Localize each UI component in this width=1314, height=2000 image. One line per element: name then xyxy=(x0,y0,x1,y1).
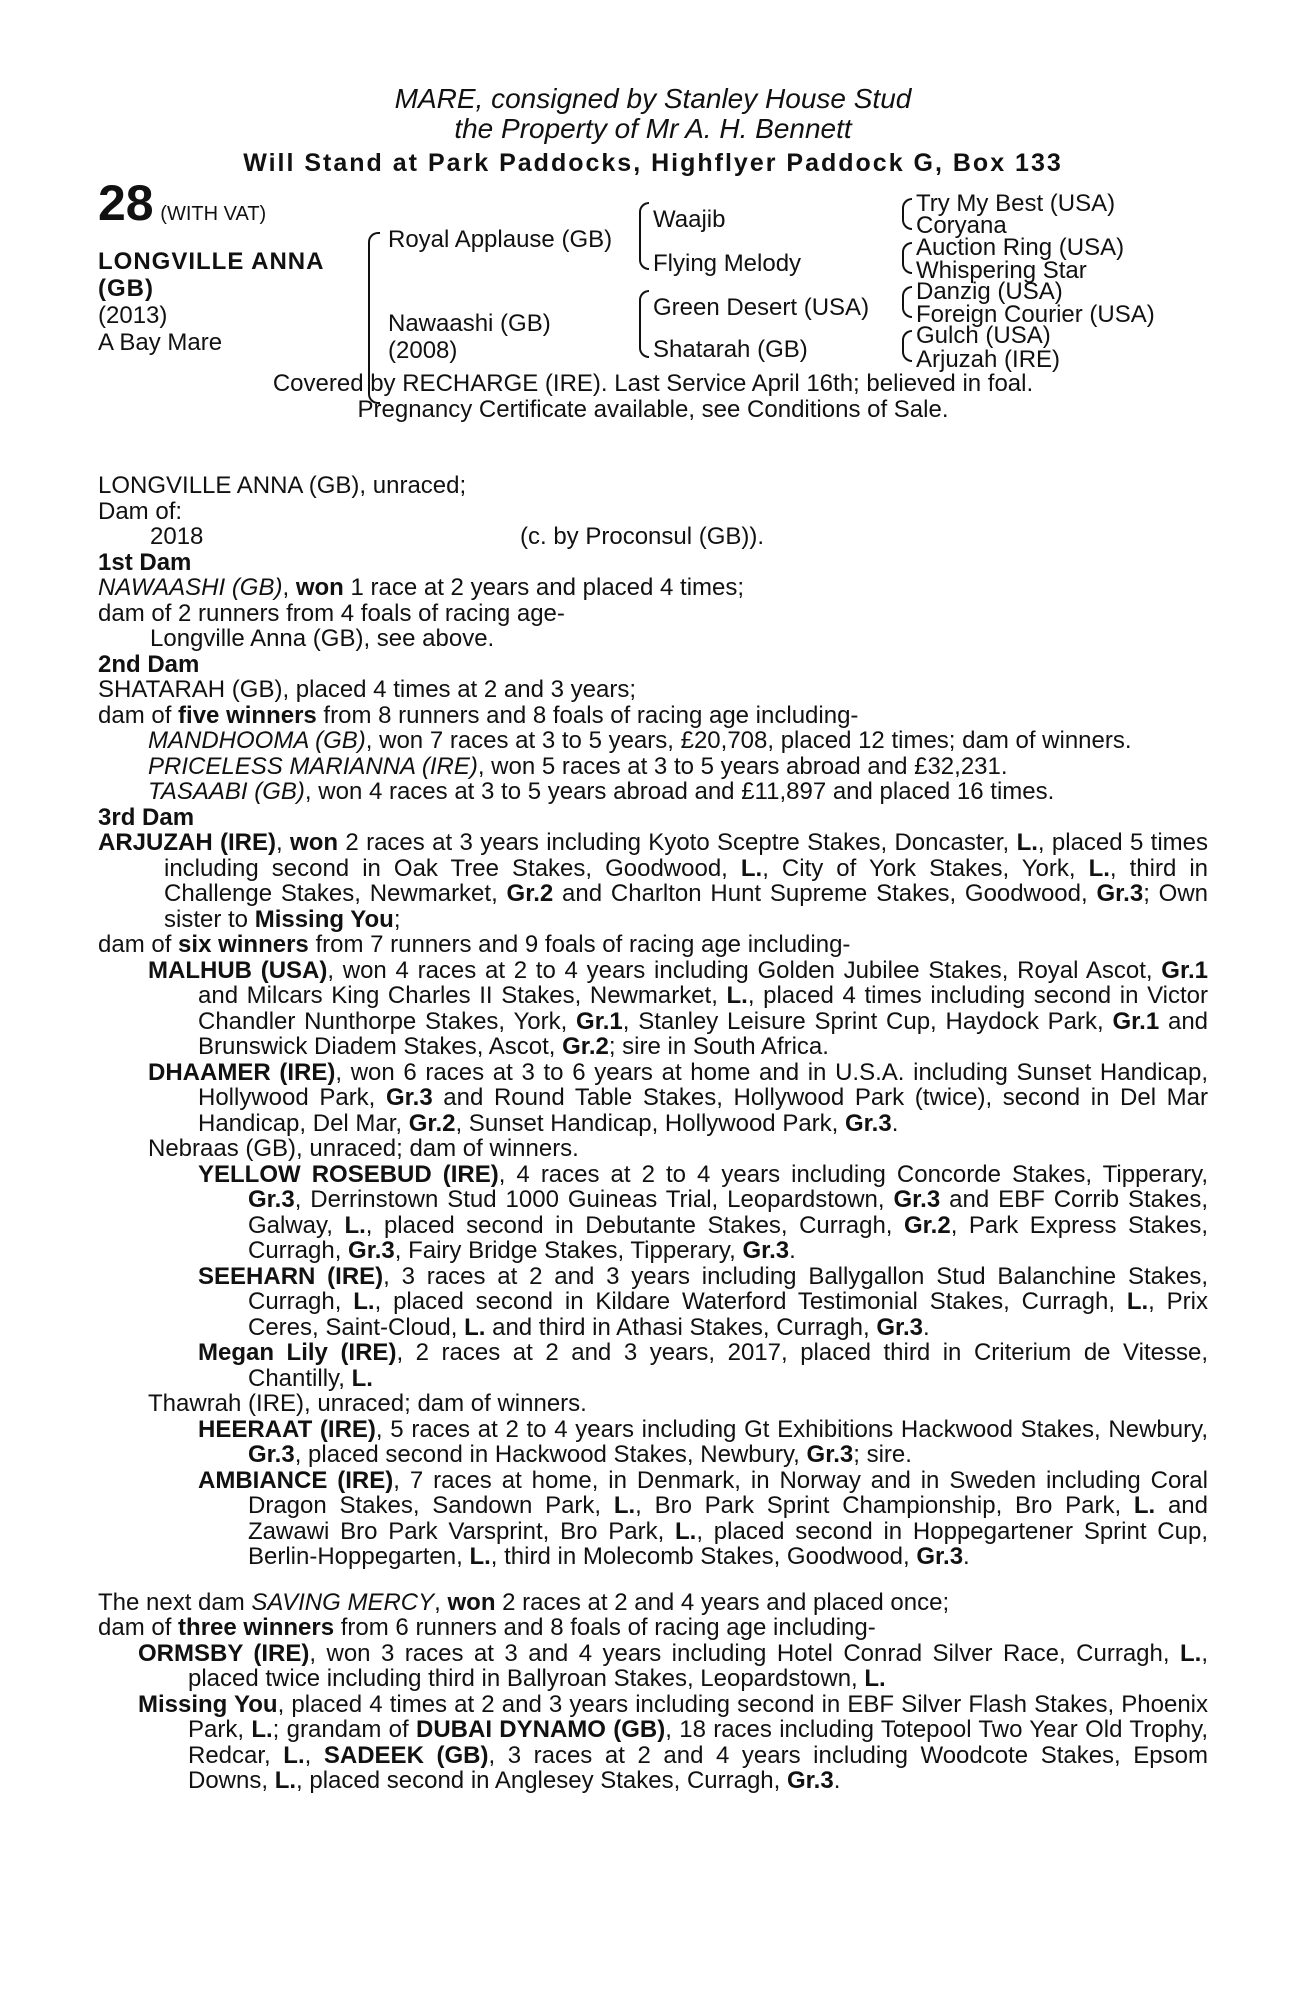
runner-thawrah: Thawrah (IRE), unraced; dam of winners. xyxy=(148,1390,587,1417)
pedigree-block xyxy=(98,175,1208,473)
next-dam-record: The next dam SAVING MERCY, won 2 races at 2 and 4 years and placed once; xyxy=(98,1588,950,1616)
covering-note xyxy=(98,371,1208,423)
horse-name: LONGVILLE ANNA xyxy=(98,248,325,275)
winners-count: five winners xyxy=(178,701,317,729)
runner-dhaamer: DHAAMER (IRE), won 6 races at 3 to 6 years at home and in U.S.A. including Sunset Handicap, Hollywood Park, Gr.3 and Round Table Stakes, Hollywood Park (twice), second in Del Mar Handicap, Del Mar, Gr.2, Sunset Handicap, Hollywood Park, Gr.3. xyxy=(148,1058,1209,1137)
first-dam-produce: dam of 2 runners from 4 foals of racing age- xyxy=(98,599,565,627)
runner-yellow-rosebud: YELLOW ROSEBUD (IRE), 4 races at 2 to 4 years including Concorde Stakes, Tipperary, Gr.3, Derrinstown Stud 1000 Guineas Trial, Leopardstown, Gr.3 and EBF Corrib Stakes, Galway, L., placed second in Debutante Stakes, Curragh, Gr.2, Park Express Stakes, Curragh, Gr.3, Fairy Bridge Stakes, Tipperary, Gr.3. xyxy=(198,1160,1209,1264)
gp-brace-3 xyxy=(902,286,912,318)
runner-malhub: MALHUB (USA), won 4 races at 2 to 4 years including Golden Jubilee Stakes, Royal Ascot, Gr.1 and Milcars King Charles II Stakes, Newmarket, L., placed 4 times including second in Victor Chandler Nunthorpe Stakes, York, Gr.1, Stanley Leisure Sprint Cup, Haydock Park, Gr.1 and Brunswick Diadem Stakes, Ascot, Gr.2; sire in South Africa. xyxy=(148,956,1209,1060)
second-dam-heading: 2nd Dam xyxy=(98,650,200,678)
sire-dam-sire: Auction Ring (USA) xyxy=(916,234,1125,261)
runner-nebraas: Nebraas (GB), unraced; dam of winners. xyxy=(148,1135,579,1162)
sire-sire-dam: Coryana xyxy=(916,212,1007,239)
lot-number-line xyxy=(98,175,267,231)
catalogue-body xyxy=(98,473,1208,1794)
runner-entry: MANDHOOMA (GB), won 7 races at 3 to 5 years, £20,708, placed 12 times; dam of winners. xyxy=(148,727,1132,754)
gp-brace-4 xyxy=(902,330,912,362)
property-line: the Property of Mr A. H. Bennett xyxy=(454,113,852,144)
gp-brace-1 xyxy=(902,198,912,230)
mare-summary: LONGVILLE ANNA (GB), unraced; xyxy=(98,472,467,499)
runner-ormsby: ORMSBY (IRE), won 3 races at 3 and 4 years including Hotel Conrad Silver Race, Curragh, L., placed twice including third in Ballyroan Stakes, Leopardstown, L. xyxy=(138,1639,1208,1692)
first-dam-record: NAWAASHI (GB), won 1 race at 2 years and placed 4 times; xyxy=(98,574,745,601)
dam-sire-dam: Foreign Courier (USA) xyxy=(916,301,1155,328)
gp-brace-2 xyxy=(902,242,912,274)
consignor-line: MARE, consigned by Stanley House Stud xyxy=(394,83,912,114)
horse-description: A Bay Mare xyxy=(98,329,223,356)
stabling-line: Will Stand at Park Paddocks, Highflyer Paddock G, Box 133 xyxy=(243,149,1063,177)
first-dam-heading: 1st Dam xyxy=(98,548,192,576)
second-dam-record: SHATARAH (GB), placed 4 times at 2 and 3 years; xyxy=(98,676,636,703)
runner-heeraat: HEERAAT (IRE), 5 races at 2 to 4 years including Gt Exhibitions Hackwood Stakes, Newbury, Gr.3, placed second in Hackwood Stakes, Newbury, Gr.3; sire. xyxy=(198,1415,1208,1468)
horse-year: (2013) xyxy=(98,302,168,329)
runner-entry: PRICELESS MARIANNA (IRE), won 5 races at 3 to 5 years abroad and £32,231. xyxy=(148,752,1008,780)
next-dam-produce: dam of three winners from 6 runners and 8 foals of racing age including- xyxy=(98,1614,876,1641)
dam-sire: Green Desert (USA) xyxy=(653,294,870,321)
dam-dam-dam: Arjuzah (IRE) xyxy=(916,346,1061,373)
produce-year: 2018 xyxy=(150,523,204,550)
third-dam-produce: dam of six winners from 7 runners and 9 foals of racing age including- xyxy=(98,931,851,958)
third-dam-heading: 3rd Dam xyxy=(98,803,195,831)
runner-ambiance: AMBIANCE (IRE), 7 races at home, in Denmark, in Norway and in Sweden including Coral Dragon Stakes, Sandown Park, L., Bro Park Sprint Championship, Bro Park, L. and Zawawi Bro Park Varsprint, Bro Park, L., placed second in Hoppegartener Sprint Cup, Berlin-Hoppegarten, L., third in Molecomb Stakes, Goodwood, Gr.3. xyxy=(198,1466,1208,1570)
dam-dam-sire: Gulch (USA) xyxy=(916,322,1051,349)
horse-country: (GB) xyxy=(98,275,154,302)
won-label: won xyxy=(295,574,344,601)
runner-missing-you: Missing You, placed 4 times at 2 and 3 years including second in EBF Silver Flash Stakes, Phoenix Park, L.; grandam of DUBAI DYNAMO (GB), 18 races including Totepool Two Year Old Trophy, Redcar, L., SADEEK (GB), 3 races at 2 and 4 years including Woodcote Stakes, Epsom Downs, L., placed second in Anglesey Stakes, Curragh, Gr.3. xyxy=(138,1690,1209,1794)
dam-sire-sire: Danzig (USA) xyxy=(916,278,1063,305)
dam-of-label: Dam of: xyxy=(98,497,183,525)
runner-seeharn: SEEHARN (IRE), 3 races at 2 and 3 years including Ballygallon Stud Balanchine Stakes, Curragh, L., placed second in Kildare Waterford Testimonial Stakes, Curragh, L., Prix Ceres, Saint-Cloud, L. and third in Athasi Stakes, Curragh, Gr.3. xyxy=(198,1262,1209,1341)
sire-sire-sire: Try My Best (USA) xyxy=(916,190,1116,217)
sire-dam-dam: Whispering Star xyxy=(916,257,1087,284)
sire: Royal Applause (GB) xyxy=(388,226,613,253)
dam: Nawaashi (GB) xyxy=(388,310,551,337)
produce-row xyxy=(98,524,1208,550)
lot-number: 28 xyxy=(98,175,154,231)
dam-year: (2008) xyxy=(388,337,458,364)
sire-dam: Flying Melody xyxy=(653,250,802,277)
covered-by: Covered by RECHARGE (IRE). Last Service April 16th; believed in foal. xyxy=(272,370,1034,397)
sire-sire: Waajib xyxy=(653,206,726,233)
first-dam-runner: Longville Anna (GB), see above. xyxy=(150,625,495,652)
sire-parents-brace xyxy=(639,202,649,270)
produce-name: (c. by Proconsul (GB)). xyxy=(520,523,765,550)
runner-entry: TASAABI (GB), won 4 races at 3 to 5 years abroad and £11,897 and placed 16 times. xyxy=(148,778,1055,805)
runner-megan-lily: Megan Lily (IRE), 2 races at 2 and 3 years, 2017, placed third in Criterium de Vitesse, Chantilly, L. xyxy=(198,1339,1208,1392)
vat-note: (WITH VAT) xyxy=(160,203,267,225)
first-dam-name: NAWAASHI (GB) xyxy=(98,574,283,601)
pregnancy-cert: Pregnancy Certificate available, see Conditions of Sale. xyxy=(357,396,949,423)
second-dam-produce: dam of five winners from 8 runners and 8 foals of racing age including- xyxy=(98,701,859,729)
lot-header xyxy=(98,84,1208,178)
third-dam-record: ARJUZAH (IRE), won 2 races at 3 years including Kyoto Sceptre Stakes, Doncaster, L., placed 5 times including second in Oak Tree Stakes, Goodwood, L., City of York Stakes, York, L., third in Challenge Stakes, Newmarket, Gr.2 and Charlton Hunt Supreme Stakes, Goodwood, Gr.3; Own sister to Missing You; xyxy=(98,829,1209,933)
dam-dam: Shatarah (GB) xyxy=(653,336,808,363)
catalogue-page xyxy=(98,84,1208,1794)
dam-parents-brace xyxy=(639,290,649,358)
